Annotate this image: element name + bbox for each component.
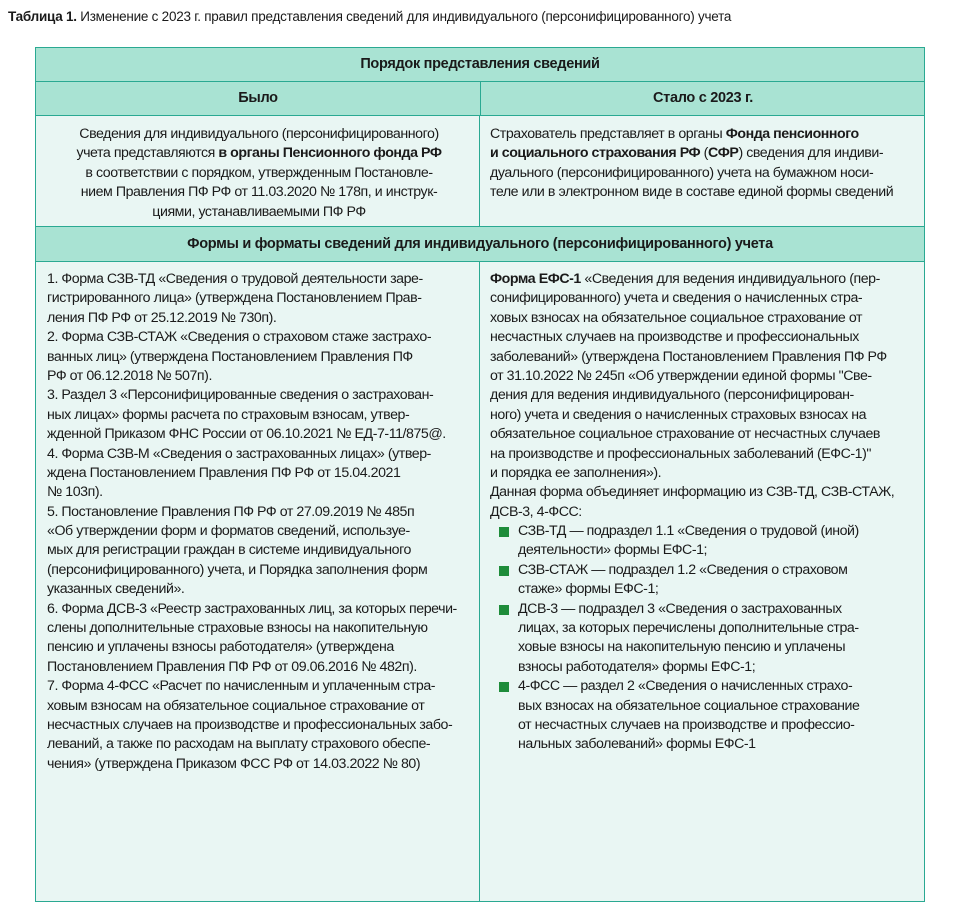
text-line: Данная форма объединяет информацию из СЗВ-ТД, СЗВ-СТАЖ, [490,484,895,501]
bullet-item [490,561,916,600]
text-line: ного) учета и сведения о начисленных страховых взносах на [490,406,867,423]
bullet-line: ДСВ-3 — подраздел 3 «Сведения о застрахованных [518,600,842,617]
text-line: 7. Форма 4-ФСС «Расчет по начисленным и уплаченным стра- [47,678,436,695]
text-line: на производстве и профессиональных заболеваний (ЕФС-1)" [490,445,871,462]
text-line: гистрированного лица» (утверждена Постановлением Прав- [47,290,422,307]
text-line: ждена Постановлением Правления ПФ РФ от 15.04.2021 [47,464,401,481]
bullet-item [490,522,916,561]
text-line: 4. Форма СЗВ-М «Сведения о застрахованных лицах» (утвер- [47,445,431,462]
text-line: дения для ведения индивидуального (персонифицирован- [490,387,854,404]
comparison-table [35,47,925,902]
text-line: чения» (утверждена Приказом ФСС РФ от 14.03.2022 № 80) [47,755,421,772]
text-line: ДСВ-3, 4-ФСС: [490,503,582,520]
bullet-line: взносы работодателя» формы ЕФС-1; [518,658,756,675]
text-line: 2. Форма СЗВ-СТАЖ «Сведения о страховом стаже застрахо- [47,329,432,346]
square-bullet-icon [499,682,509,692]
text-line: теле или в электронном виде в составе единой формы сведений [490,184,894,201]
square-bullet-icon [499,566,509,576]
text-line: обязательное социальное страхование от несчастных случаев [490,426,880,443]
cell-before-procedure [36,116,480,226]
bullet-item [490,677,916,755]
table-caption [8,8,952,26]
square-bullet-icon [499,527,509,537]
column-header-before: Было [36,82,481,115]
text-line: 6. Форма ДСВ-3 «Реестр застрахованных лиц, за которых перечи- [47,600,457,617]
bullet-line: СЗВ-СТАЖ — подраздел 1.2 «Сведения о страховом [518,561,848,578]
text-line: несчастных случаев на производстве и профессиональных забо- [47,716,453,733]
bullet-line: нальных заболеваний» формы ЕФС-1 [518,736,756,753]
text-line: № 103п). [47,484,103,501]
text-line: от 31.10.2022 № 245п «Об утверждении единой формы "Све- [490,367,872,384]
text-line: слены дополнительные страховые взносы на накопительную [47,620,428,637]
bullet-line: 4-ФСС — раздел 2 «Сведения о начисленных страхо- [518,678,853,695]
text-line: леваний, а также по расходам на выплату страхового обеспе- [47,736,431,753]
table-row-procedure [36,116,924,227]
bullet-line: стаже» формы ЕФС-1; [518,581,659,598]
text-line: дуального (персонифицированного) учета на бумажном носи- [490,164,874,181]
bullet-line: СЗВ-ТД — подраздел 1.1 «Сведения о трудовой (иной) [518,523,859,540]
table-row-forms [36,262,924,901]
text-line: жденной Приказом ФНС России от 06.10.2021 № ЕД-7-11/875@. [47,426,446,443]
text-line: ванных лиц» (утверждена Постановлением Правления ПФ [47,348,413,365]
text-line: «Об утверждении форм и форматов сведений, используе- [47,523,410,540]
bullet-line: лицах, за которых перечислены дополнительные стра- [518,620,859,637]
bullet-item [490,600,916,678]
text-line: заболеваний» (утверждена Постановлением Правления ПФ РФ [490,348,887,365]
header-columns [36,82,924,116]
text-line: циями, устанавливаемыми ПФ РФ [152,203,366,220]
text-line: мых для регистрации граждан в системе индивидуального [47,542,411,559]
text-line: 3. Раздел 3 «Персонифицированные сведения о застрахован- [47,387,434,404]
text-line: нием Правления ПФ РФ от 11.03.2020 № 178п, и инструк- [80,184,438,201]
text-line: указанных сведений». [47,581,185,598]
text-line: ных лицах» формы расчета по страховым взносам, утвер- [47,406,410,423]
bullet-line: вых взносах на обязательное социальное страхование [518,697,860,714]
text-line: пенсию и уплачены взносы работодателя» (утверждена [47,639,394,656]
text-line: Постановлением Правления ПФ РФ от 09.06.2016 № 482п). [47,658,417,675]
text-line: ховых взносах на обязательное социальное страхование от [490,309,863,326]
text-line: несчастных случаев на производстве и профессиональных [490,329,859,346]
caption-label: Таблица 1. [8,9,77,24]
header-forms: Формы и форматы сведений для индивидуального (персонифицированного) учета [36,227,924,262]
cell-before-forms [36,262,480,901]
text-line: Форма ЕФС-1 «Сведения для ведения индивидуального (пер- [490,271,880,287]
text-line: 5. Постановление Правления ПФ РФ от 27.09.2019 № 485п [47,503,415,520]
bullet-line: деятельности» формы ЕФС-1; [518,542,708,559]
text-line: РФ от 06.12.2018 № 507п). [47,367,212,384]
text-line: Сведения для индивидуального (персонифицированного) [79,126,439,142]
header-procedure: Порядок представления сведений [36,48,924,82]
text-line: и социального страхования РФ (СФР) сведения для индиви- [490,145,884,162]
text-line: учета представляются в органы Пенсионного фонда РФ [76,145,442,162]
text-line: Страхователь представляет в органы Фонда пенсионного [490,126,859,142]
caption-text: Изменение с 2023 г. правил представления сведений для индивидуального (персонифицированного) учета [76,9,732,24]
text-line: и порядка ее заполнения»). [490,464,662,481]
text-line: ховым взносам на обязательное социальное страхование от [47,697,425,714]
text-line: 1. Форма СЗВ-ТД «Сведения о трудовой деятельности заре- [47,271,423,287]
cell-after-procedure [480,116,924,226]
text-line: ления ПФ РФ от 25.12.2019 № 730п). [47,309,277,326]
text-line: (персонифицированного) учета, и Порядка заполнения форм [47,561,428,578]
bullet-line: ховые взносы на накопительную пенсию и уплачены [518,639,846,656]
text-line: сонифицированного) учета и сведения о начисленных стра- [490,290,863,307]
column-header-after: Стало с 2023 г. [652,90,754,106]
cell-after-forms [480,262,924,901]
square-bullet-icon [499,605,509,615]
text-line: в соответствии с порядком, утвержденным Постановле- [85,164,433,181]
bullet-line: от несчастных случаев на производстве и профессио- [518,716,855,733]
